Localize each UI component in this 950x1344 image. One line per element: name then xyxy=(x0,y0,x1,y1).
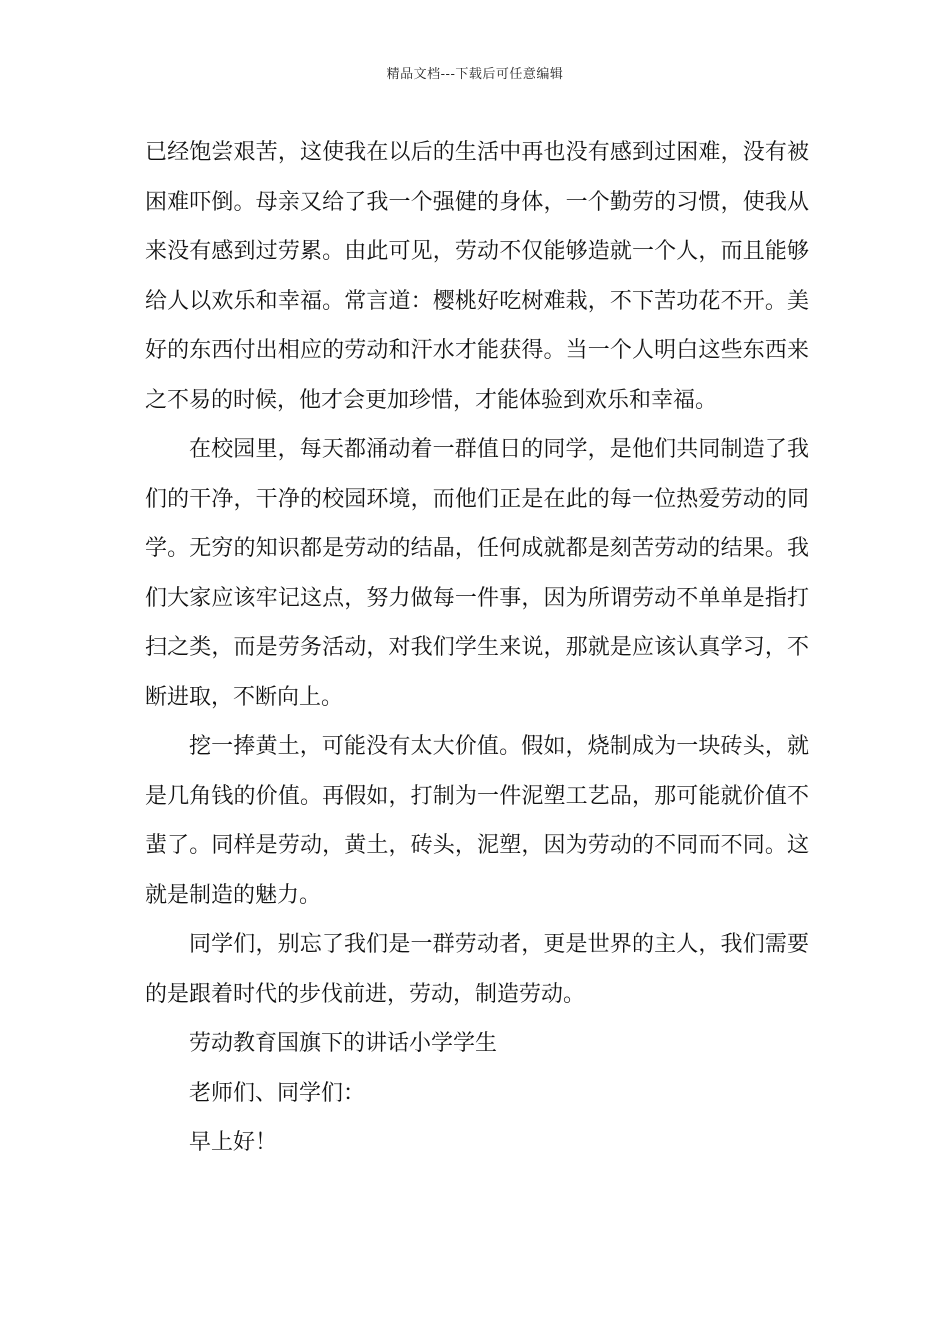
paragraph-continuation: 已经饱尝艰苦，这使我在以后的生活中再也没有感到过困难，没有被困难吓倒。母亲又给了我一个强健的身体，一个勤劳的习惯，使我从来没有感到过劳累。由此可见，劳动不仅能够造就一个人，而且能够给人以欢乐和幸福。常言道：樱桃好吃树难栽，不下苦功花不开。美好的东西付出相应的劳动和汗水才能获得。当一个人明白这些东西来之不易的时候，他才会更加珍惜，才能体验到欢乐和幸福。 xyxy=(145,140,809,413)
speech-title: 劳动教育国旗下的讲话小学学生 xyxy=(189,1031,498,1056)
speech-salutation: 老师们、同学们： xyxy=(189,1080,366,1106)
speech-greeting: 早上好！ xyxy=(189,1130,278,1155)
paragraph-classmates: 同学们，别忘了我们是一群劳动者，更是世界的主人，我们需要的是跟着时代的步伐前进，劳动，制造劳动。 xyxy=(145,932,809,1007)
paragraph-campus: 在校园里，每天都涌动着一群值日的同学，是他们共同制造了我们的干净，干净的校园环境，而他们正是在此的每一位热爱劳动的同学。无穷的知识都是劳动的结晶，任何成就都是刻苦劳动的结果。我们大家应该牢记这点，努力做每一件事，因为所谓劳动不单单是指打扫之类，而是劳务活动，对我们学生来说，那就是应该认真学习，不断进取，不断向上。 xyxy=(145,437,809,710)
page-header: 精品文档---下载后可任意编辑 xyxy=(386,67,564,82)
paragraph-yellow-earth: 挖一捧黄土，可能没有太大价值。假如，烧制成为一块砖头，就是几角钱的价值。再假如，打制为一件泥塑工艺品，那可能就价值不蜚了。同样是劳动，黄土，砖头，泥塑，因为劳动的不同而不同。这就是制造的魅力。 xyxy=(145,734,809,908)
document-body xyxy=(145,128,809,1168)
